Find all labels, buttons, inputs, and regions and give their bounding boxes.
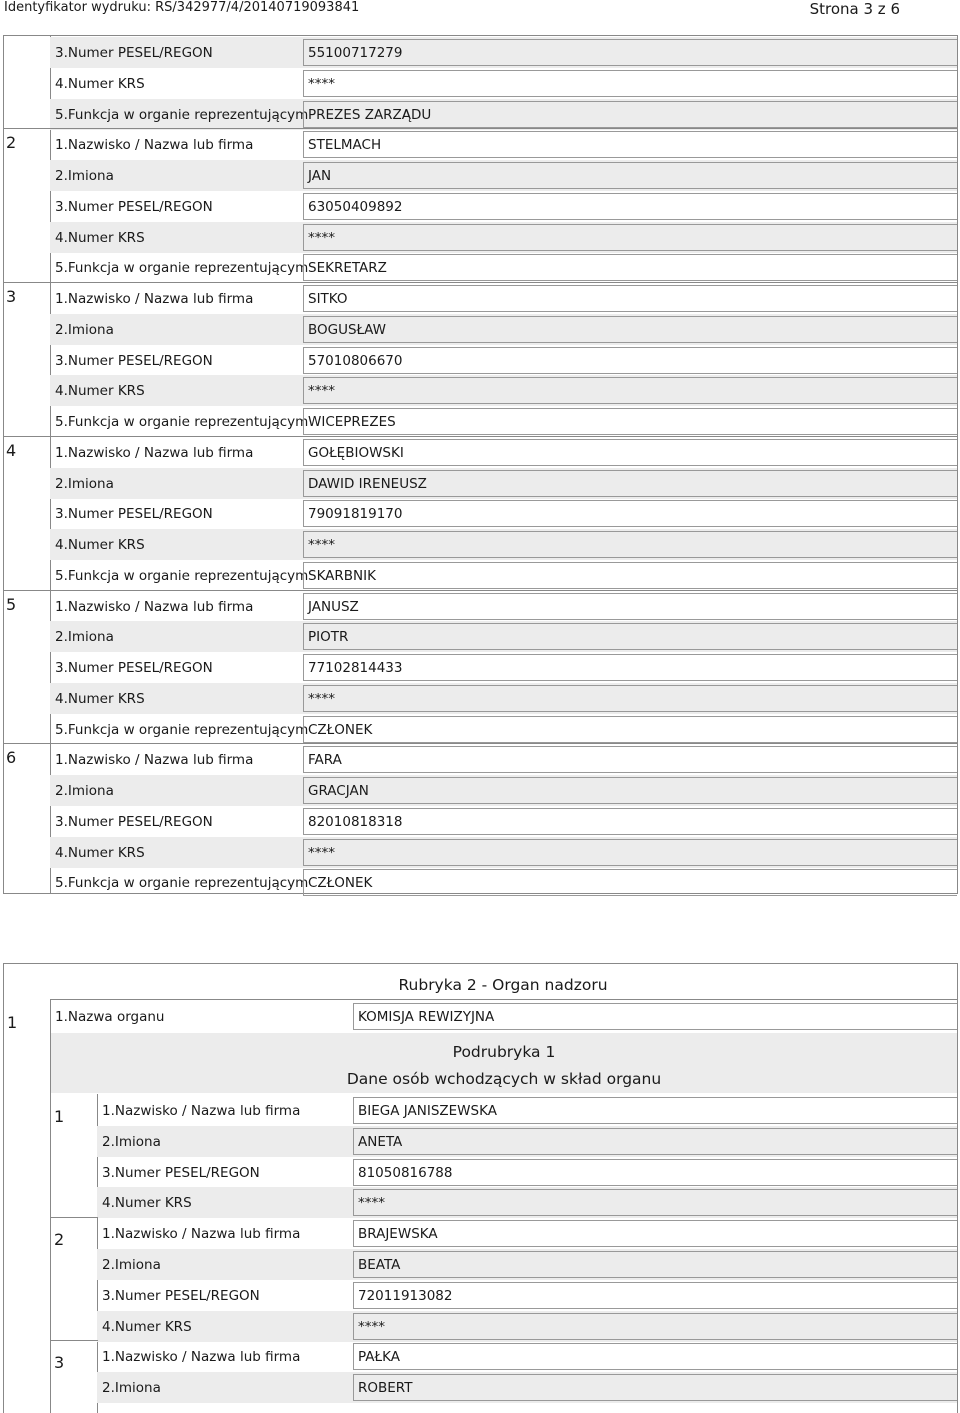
field-row <box>50 744 957 775</box>
field-label: 5.Funkcja w organie reprezentującym <box>55 875 309 892</box>
divider <box>50 999 957 1000</box>
field-value: 57010806670 <box>308 352 403 369</box>
field-value: JAN <box>308 168 332 184</box>
entry-number: 1 <box>54 1107 65 1126</box>
field-label: 4.Numer KRS <box>55 383 145 400</box>
value-box <box>303 254 957 281</box>
field-label: 4.Numer KRS <box>102 1318 192 1335</box>
entry-number: 5 <box>6 594 17 614</box>
entry-number: 3 <box>54 1353 65 1373</box>
field-value: **** <box>308 75 335 92</box>
field-label: 1.Nazwisko / Nazwa lub firma <box>102 1226 301 1243</box>
entry-number: 2 <box>6 133 17 153</box>
field-row <box>50 191 957 222</box>
value-box <box>353 1251 957 1278</box>
field-value: GOŁĘBIOWSKI <box>308 444 404 461</box>
field-row <box>50 652 957 683</box>
subsection-title: Podrubryka 1 <box>452 1043 556 1061</box>
field-label: 2.Imiona <box>102 1133 161 1150</box>
field-row <box>50 560 957 591</box>
field-row <box>50 714 957 745</box>
field-value: 81050816788 <box>358 1164 453 1181</box>
field-label: 2.Imiona <box>55 475 114 492</box>
field-value: BOGUSŁAW <box>308 321 386 338</box>
value-box <box>303 531 957 558</box>
field-row <box>50 867 957 898</box>
entry-number: 2 <box>54 1230 65 1250</box>
value-box <box>303 224 957 251</box>
field-label: 2.Imiona <box>55 629 114 646</box>
divider <box>51 1340 98 1341</box>
subsection-subtitle: Dane osób wchodzących w skład organu <box>346 1070 662 1088</box>
field-value: GRACJAN <box>308 783 369 799</box>
value-box <box>303 316 957 343</box>
field-row <box>50 37 957 68</box>
field-label: 1.Nazwisko / Nazwa lub firma <box>55 598 254 615</box>
field-row <box>50 68 957 99</box>
field-row <box>50 160 957 191</box>
value-box <box>303 131 957 158</box>
divider <box>51 1217 98 1218</box>
value-box <box>353 1313 957 1340</box>
field-row <box>97 1372 957 1403</box>
entry-number: 6 <box>6 748 17 768</box>
field-value: BIEGA JANISZEWSKA <box>358 1103 497 1119</box>
field-label: 3.Numer PESEL/REGON <box>55 352 213 369</box>
field-row <box>97 1280 957 1311</box>
field-row <box>50 529 957 560</box>
field-label: 5.Funkcja w organie reprezentującym <box>55 260 309 277</box>
field-label: 1.Nazwisko / Nazwa lub firma <box>55 752 254 769</box>
field-label: 4.Numer KRS <box>102 1195 192 1212</box>
field-label: 5.Funkcja w organie reprezentującym <box>55 567 309 584</box>
field-value: PAŁKA <box>358 1349 400 1366</box>
field-row <box>50 252 957 283</box>
field-value: **** <box>308 537 335 553</box>
organ-name-label: 1.Nazwa organu <box>55 1009 165 1025</box>
field-label: 3.Numer PESEL/REGON <box>55 813 213 830</box>
field-value: BEATA <box>358 1257 401 1273</box>
field-value: 82010818318 <box>308 813 403 830</box>
field-row <box>97 1218 957 1249</box>
field-label: 1.Nazwisko / Nazwa lub firma <box>102 1103 301 1119</box>
field-row <box>97 1187 957 1218</box>
field-value: **** <box>308 383 335 400</box>
field-value: PREZES ZARZĄDU <box>308 106 432 123</box>
field-value: STELMACH <box>308 137 382 154</box>
field-row <box>97 1341 957 1372</box>
field-value: PIOTR <box>308 629 349 646</box>
field-row <box>97 1311 957 1342</box>
organ-name-row <box>50 1001 957 1032</box>
field-row <box>50 498 957 529</box>
field-label: 4.Numer KRS <box>55 229 145 246</box>
field-label: 4.Numer KRS <box>55 75 145 92</box>
field-row <box>50 437 957 468</box>
field-label: 1.Nazwisko / Nazwa lub firma <box>55 444 254 461</box>
field-label: 1.Nazwisko / Nazwa lub firma <box>102 1349 301 1366</box>
value-box <box>353 1220 957 1247</box>
field-row <box>50 806 957 837</box>
value-box <box>353 1189 957 1216</box>
field-label: 5.Funkcja w organie reprezentującym <box>55 414 309 430</box>
field-value: **** <box>308 844 335 861</box>
entry-number: 4 <box>6 440 17 460</box>
value-box <box>303 408 957 435</box>
field-label: 1.Nazwisko / Nazwa lub firma <box>55 137 254 154</box>
field-row <box>50 683 957 714</box>
field-row <box>50 837 957 868</box>
print-identifier: Identyfikator wydruku: RS/342977/4/20140719093841 <box>4 0 360 15</box>
value-box <box>303 716 957 743</box>
value-box <box>353 1374 957 1401</box>
field-value: CZŁONEK <box>308 721 373 738</box>
field-value: DAWID IRENEUSZ <box>308 475 427 492</box>
field-label: 2.Imiona <box>102 1257 161 1273</box>
organ-name-value: KOMISJA REWIZYJNA <box>358 1009 495 1025</box>
field-row <box>50 621 957 652</box>
field-value: FARA <box>308 752 342 769</box>
field-value: SEKRETARZ <box>308 260 387 277</box>
field-row <box>50 283 957 314</box>
field-label: 2.Imiona <box>55 321 114 338</box>
field-label: 3.Numer PESEL/REGON <box>102 1287 260 1304</box>
field-row <box>50 775 957 806</box>
organ-number: 1 <box>7 1013 18 1032</box>
field-label: 2.Imiona <box>55 168 114 184</box>
value-box <box>303 746 957 773</box>
section-title: Rubryka 2 - Organ nadzoru <box>398 976 608 994</box>
field-label: 3.Numer PESEL/REGON <box>102 1164 260 1181</box>
field-label: 3.Numer PESEL/REGON <box>55 45 213 61</box>
field-value: **** <box>308 690 335 707</box>
field-value: ANETA <box>358 1133 403 1150</box>
value-box <box>303 70 957 97</box>
value-box <box>303 623 957 650</box>
field-label: 3.Numer PESEL/REGON <box>55 660 213 676</box>
field-row <box>97 1249 957 1280</box>
field-value: WICEPREZES <box>308 414 396 430</box>
field-label: 4.Numer KRS <box>55 844 145 861</box>
field-value: JANUSZ <box>308 598 359 615</box>
field-value: 72011913082 <box>358 1287 453 1304</box>
value-box <box>303 685 957 712</box>
page-number: Strona 3 z 6 <box>809 0 900 18</box>
field-label: 4.Numer KRS <box>55 690 145 707</box>
field-row <box>50 468 957 499</box>
value-box <box>303 869 957 896</box>
value-box <box>303 377 957 404</box>
field-label: 1.Nazwisko / Nazwa lub firma <box>55 291 254 307</box>
field-value: **** <box>358 1318 385 1335</box>
value-box <box>303 285 957 312</box>
field-label: 5.Funkcja w organie reprezentującym <box>55 106 309 123</box>
field-row <box>50 591 957 622</box>
field-row <box>50 375 957 406</box>
field-value: 63050409892 <box>308 198 403 215</box>
field-label: 3.Numer PESEL/REGON <box>55 198 213 215</box>
value-box <box>303 562 957 589</box>
field-label: 5.Funkcja w organie reprezentującym <box>55 721 309 738</box>
field-row <box>50 406 957 437</box>
field-label: 3.Numer PESEL/REGON <box>55 506 213 523</box>
field-row <box>97 1157 957 1188</box>
entry-number: 3 <box>6 287 17 306</box>
field-row <box>97 1126 957 1157</box>
field-value: 55100717279 <box>308 45 403 61</box>
field-value: 79091819170 <box>308 506 403 523</box>
field-label: 4.Numer KRS <box>55 537 145 553</box>
field-row <box>50 129 957 160</box>
field-row <box>50 222 957 253</box>
field-value: BRAJEWSKA <box>358 1226 438 1243</box>
value-box <box>303 839 957 866</box>
field-value: ROBERT <box>358 1380 413 1397</box>
field-row <box>50 345 957 376</box>
value-box <box>353 1128 957 1155</box>
field-row <box>50 99 957 130</box>
field-value: 77102814433 <box>308 660 403 676</box>
print-header <box>0 0 960 18</box>
field-value: CZŁONEK <box>308 875 373 892</box>
field-value: **** <box>308 229 335 246</box>
field-label: 2.Imiona <box>102 1380 161 1397</box>
value-box <box>353 1343 957 1370</box>
field-row <box>97 1095 957 1126</box>
field-row <box>50 314 957 345</box>
field-value: SITKO <box>308 291 348 307</box>
value-box <box>303 777 957 804</box>
value-box <box>303 162 957 189</box>
field-value: **** <box>358 1195 385 1212</box>
value-box <box>303 593 957 620</box>
field-value: SKARBNIK <box>308 567 376 584</box>
field-label: 2.Imiona <box>55 783 114 799</box>
